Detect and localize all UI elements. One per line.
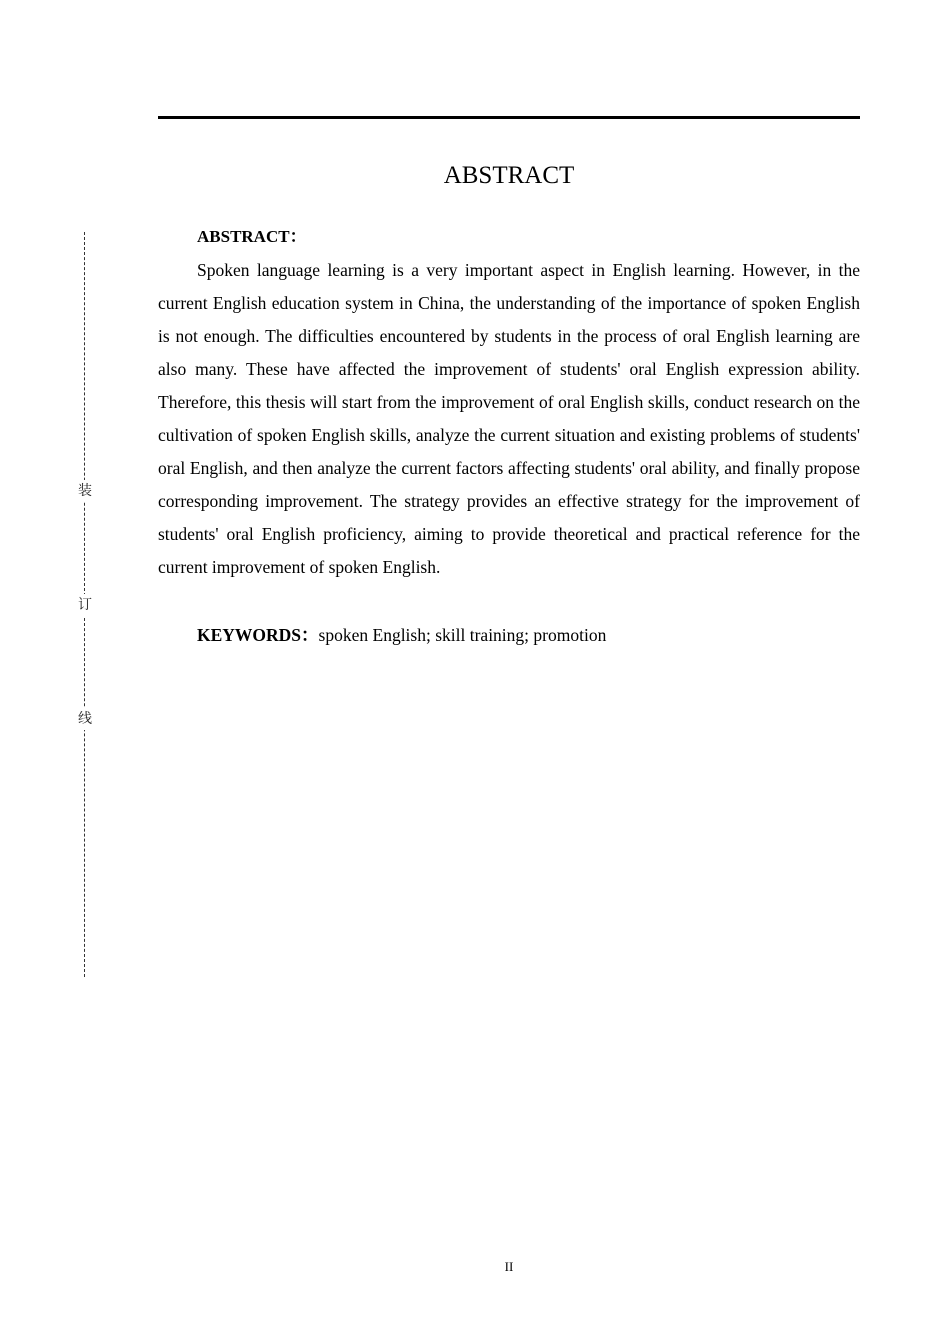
binding-char-ding: 订 (74, 594, 96, 616)
page-number: II (504, 1259, 514, 1274)
keywords-value: spoken English; skill training; promotion (318, 625, 607, 645)
abstract-heading: ABSTRACT： (197, 227, 307, 246)
abstract-body: Spoken language learning is a very important aspect in English learning. However, in the current English education system in China, the understanding of the importance of spoken English is not enough. The difficulties encountered by students in the process of oral English learning are also many. These have affected the improvement of students' oral English expression ability. Therefore, this thesis will start from the improvement of oral English skills, conduct research on the cultivation of spoken English skills, analyze the current situation and existing problems of students' oral English, and then analyze the current factors affecting students' oral ability, and finally propose corresponding improvement. The strategy provides an effective strategy for the improvement of students' oral English proficiency, aiming to provide theoretical and practical reference for the current improvement of spoken English. (158, 260, 860, 577)
binding-char-zhuang: 装 (74, 480, 96, 502)
header-rule (158, 116, 860, 119)
binding-char-xian: 线 (74, 708, 96, 730)
page-title: ABSTRACT (443, 162, 575, 189)
keywords-line (197, 620, 606, 650)
keywords-label: KEYWORDS： (197, 625, 319, 645)
